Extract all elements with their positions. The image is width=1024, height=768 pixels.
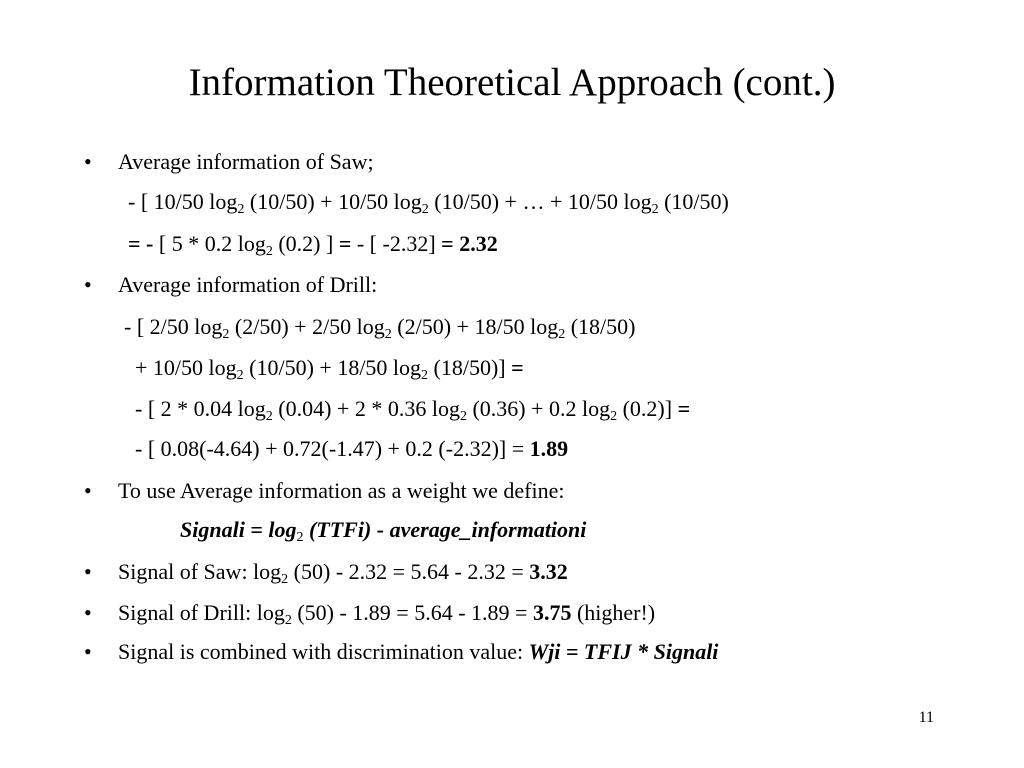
signal-saw: Signal of Saw: $\log_2 (50) - 2.32 = 5.64 - 2.32 = 3.32$ — [118, 559, 568, 587]
drill-formula-line4: - [ 0.08(-4.64) + 0.72(-1.47) + 0.2 (-2.32)] = 1.89 — [135, 436, 569, 461]
drill-result: 1.89 — [529, 436, 569, 461]
bullet-marker: • — [84, 639, 92, 664]
signal-saw-value: 3.32 — [529, 559, 568, 584]
weight-formula: Wji = TFIJ * Signali — [528, 639, 719, 664]
signal-drill-value: 3.75 — [532, 600, 572, 625]
signal-drill: Signal of Drill: $\log_2 (50) - 1.89 = 5.64 - 1.89 = 3.75$ (higher!) — [118, 600, 656, 628]
saw-result: = 2.32 — [441, 231, 498, 256]
saw-formula-line1: - [ 10/50 $\log_2 (10/50) + 10/50$ $\log_2 (10/50)$ + … + 10/50 $\log_2 (10/50)$ — [128, 189, 729, 217]
drill-formula-line3: - [ 2 * 0.04 $\log_2 (0.04) + 2 * 0.36$ $\log_2 (0.36) + 0.2$ $\log_2 (0.2)$] = — [135, 396, 691, 424]
bullet-marker: • — [84, 272, 92, 297]
weight-heading: To use Average information as a weight we define: — [118, 478, 565, 503]
page-number: 11 — [918, 709, 934, 726]
saw-formula-line2: = - [ 5 * 0.2 $\log_2 (0.2)$ ] = - [ -2.32] = 2.32 — [128, 231, 498, 259]
bullet-marker: • — [84, 559, 92, 584]
slide-title: Information Theoretical Approach (cont.) — [188, 61, 836, 104]
bullet-marker: • — [84, 478, 92, 503]
drill-formula-line1: - [ 2/50 $\log_2 (2/50) + 2/50$ $\log_2 (2/50) + 18/50$ $\log_2 (18/50)$ — [124, 314, 636, 342]
signal-combined: Signal is combined with discrimination value: Wji = TFIJ * Signali — [118, 639, 719, 664]
drill-formula-line2: + 10/50 $\log_2 (10/50) + 18/50$ $\log_2 (18/50)$] = — [135, 355, 524, 383]
drill-heading: Average information of Drill: — [118, 272, 378, 297]
saw-heading: Average information of Saw; — [118, 149, 374, 174]
bullet-marker: • — [84, 149, 92, 174]
signal-formula: Signali = $\log_2$ (TTFi) - average_informationi — [180, 517, 587, 545]
bullet-marker: • — [84, 600, 92, 625]
